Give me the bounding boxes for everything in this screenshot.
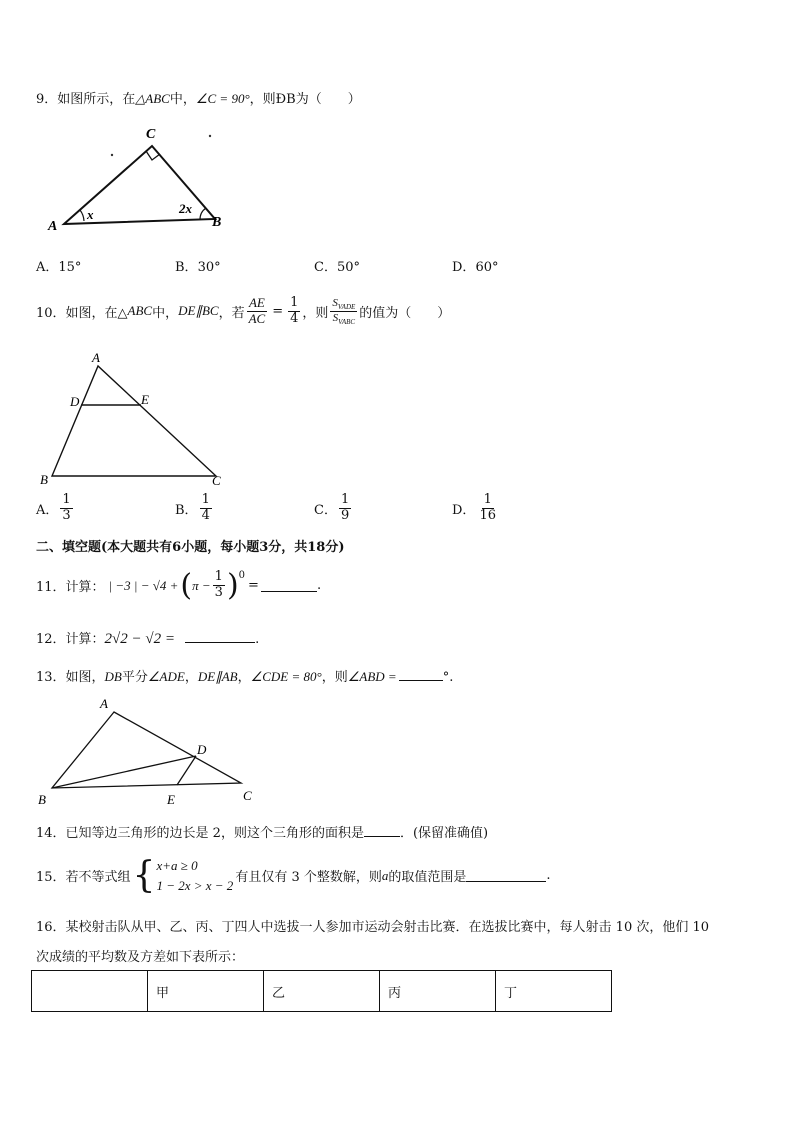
q15-stem: 15．若不等式组 { x+a ≥ 0 1 − 2x > x − 2 有且仅有 3 个整数解，则 a 的取值范围是 . (36, 854, 551, 896)
q10-option-c-letter: C． (314, 502, 337, 518)
q13-angle-cde: ∠CDE = 80° (250, 669, 322, 684)
q9-prefix: 9．如图所示，在 (36, 92, 136, 107)
q12-prefix: 12．计算： (36, 632, 105, 647)
q10-label-E: E (141, 392, 149, 407)
q9-triangle: △ABC (135, 91, 170, 106)
q15-var: a (381, 867, 389, 883)
q11-end: . (316, 578, 322, 593)
q15-suffix: 的取值范围是 (388, 870, 467, 885)
q13-stem (36, 666, 453, 685)
q10-triangle-figure (38, 348, 228, 488)
q9-option-d[interactable] (452, 256, 498, 275)
q9-label-A: A (48, 219, 58, 234)
table-header-cell (32, 971, 148, 1012)
q11-exponent: 0 (238, 570, 246, 581)
q9-option-a-letter: A． (36, 260, 59, 275)
q10-val-num: 1 (290, 295, 299, 310)
q16-line2: 次成绩的平均数及方差如下表所示： (36, 950, 245, 965)
q11-answer-blank[interactable] (261, 579, 317, 592)
q13-comma-1: ， (184, 670, 198, 685)
q10-val-den: 4 (290, 310, 299, 326)
table-header-cell: 甲 (148, 971, 264, 1012)
q9-label-C: C (146, 127, 156, 142)
q10-ratio-num: S (332, 296, 338, 309)
q9-option-b-letter: B． (175, 260, 198, 275)
q13-bisects: 平分 (121, 670, 148, 685)
q10-option-b[interactable] (175, 493, 214, 524)
section-2-heading: 二、填空题(本大题共有6小题，每小题3分，共18分) (36, 540, 345, 555)
q10-label-A: A (92, 350, 100, 365)
q10-label-C: C (212, 473, 221, 488)
q15-answer-blank[interactable] (466, 869, 546, 882)
q13-label-E: E (167, 792, 175, 807)
q12-end: . (255, 632, 260, 647)
q10-option-b-letter: B． (175, 502, 198, 518)
q16-score-table (31, 970, 612, 1012)
q10-option-c[interactable] (314, 493, 353, 524)
q10-ratio-den-sub: VABC (338, 318, 356, 327)
q15-mid: 有且仅有 3 个整数解，则 (235, 870, 382, 885)
q14-answer-blank[interactable] (364, 824, 400, 837)
q10-ratio-den: S (332, 311, 339, 324)
q10-option-d-num: 1 (483, 492, 492, 507)
q9-option-a[interactable] (36, 256, 81, 275)
q15-prefix: 15．若不等式组 (36, 870, 131, 885)
q10-triangle: ABC (127, 303, 153, 319)
q9-option-d-letter: D． (452, 260, 476, 275)
table-header-cell: 丁 (496, 971, 612, 1012)
q10-option-d-den: 16 (479, 507, 496, 523)
q11-expr: | −3 | − √4 + (108, 577, 179, 593)
q10-prefix: 10．如图，在△ (36, 305, 128, 321)
q10-then: ，则 (302, 305, 329, 321)
q10-mid: 中， (152, 305, 179, 321)
q13-angle-abd: ∠ABD = (347, 669, 397, 684)
q10-option-b-den: 4 (201, 507, 210, 523)
q12-stem (36, 628, 259, 648)
q10-option-d[interactable] (452, 493, 500, 524)
q13-label-A: A (100, 696, 108, 711)
q13-end: °. (442, 670, 454, 685)
q9-option-b[interactable] (175, 256, 221, 275)
q10-frac-den: AC (248, 310, 266, 326)
q10-stem (36, 296, 450, 327)
q10-label-D: D (70, 394, 80, 409)
q13-db: DB (104, 669, 122, 684)
q9-label-B: B (212, 215, 222, 230)
q13-label-B: B (38, 792, 46, 807)
q16-line1: 16．某校射击队从甲、乙、丙、丁四人中选拔一人参加市运动会射击比赛．在选拔比赛中，每人射击 10 次，他们 10 (36, 920, 710, 935)
q11-pi: π − (192, 577, 211, 593)
q15-end: . (546, 868, 551, 883)
q9-option-c[interactable] (314, 256, 360, 275)
q13-prefix: 13．如图， (36, 670, 105, 685)
q9-triangle-figure (40, 122, 230, 237)
q11-den: 3 (214, 585, 223, 600)
q9-stem (36, 88, 361, 107)
table-header-cell: 丙 (380, 971, 496, 1012)
q10-option-c-den: 9 (340, 507, 350, 523)
q13-comma-2: ， (237, 670, 251, 685)
q15-inequality-1: x+a ≥ 0 (156, 858, 198, 873)
q10-option-a-num: 1 (62, 492, 71, 507)
q13-label-D: D (197, 742, 207, 757)
table-row (32, 971, 612, 1012)
q10-frac-num: AE (248, 295, 265, 310)
q13-angle-ade: ∠ADE (147, 669, 185, 684)
q9-mid: 中， (169, 92, 196, 107)
q12-expr: 2√2 − √2 = (104, 631, 176, 647)
q9-angle-2x: 2x (179, 201, 192, 216)
q10-option-a-den: 3 (62, 507, 71, 523)
q13-label-C: C (243, 788, 252, 803)
q9-option-a-text: 15° (58, 260, 82, 275)
q9-option-c-letter: C． (314, 260, 337, 275)
q14-end: ．(保留准确值) (399, 826, 489, 841)
q9-angle-x: x (87, 207, 94, 222)
q10-option-b-num: 1 (201, 492, 210, 507)
q11-prefix: 11．计算： (36, 580, 105, 595)
q11-num: 1 (214, 569, 223, 585)
q10-parallel: DE∥BC (178, 303, 219, 319)
q10-option-c-num: 1 (340, 492, 350, 507)
q13-answer-blank[interactable] (399, 668, 443, 681)
q10-option-a[interactable] (36, 493, 75, 524)
q14-stem (36, 822, 488, 841)
q10-ratio-num-sub: VADE (337, 302, 356, 311)
q11-stem: 11．计算： | −3 | − √4 + ( π − $\frac{1}{3}$ ) $^0$ = . (36, 568, 322, 603)
q15-inequality-2: 1 − 2x > x − 2 (156, 877, 234, 893)
q11-eq: = (248, 578, 259, 593)
q12-answer-blank[interactable] (185, 630, 255, 643)
q9-option-c-text: 50° (336, 260, 360, 275)
q10-suffix: 的值为（ ） (359, 305, 451, 321)
q10-cond-prefix: ，若 (218, 305, 245, 321)
q10-label-B: B (40, 472, 48, 487)
q13-parallel: DE∥AB (197, 669, 238, 684)
q10-option-a-letter: A． (36, 502, 59, 518)
q9-suffix: ，则ÐB为（ ） (249, 92, 361, 107)
q10-option-d-letter: D． (452, 502, 476, 518)
q9-condition: ∠C = 90° (195, 91, 250, 106)
q9-option-b-text: 30° (197, 260, 221, 275)
q13-triangle-figure (34, 694, 264, 809)
q9-option-d-text: 60° (475, 260, 499, 275)
table-header-cell: 乙 (264, 971, 380, 1012)
q14-text: 14．已知等边三角形的边长是 2，则这个三角形的面积是 (36, 826, 364, 841)
q13-then: ，则 (321, 670, 348, 685)
q10-eq: = (272, 303, 284, 319)
